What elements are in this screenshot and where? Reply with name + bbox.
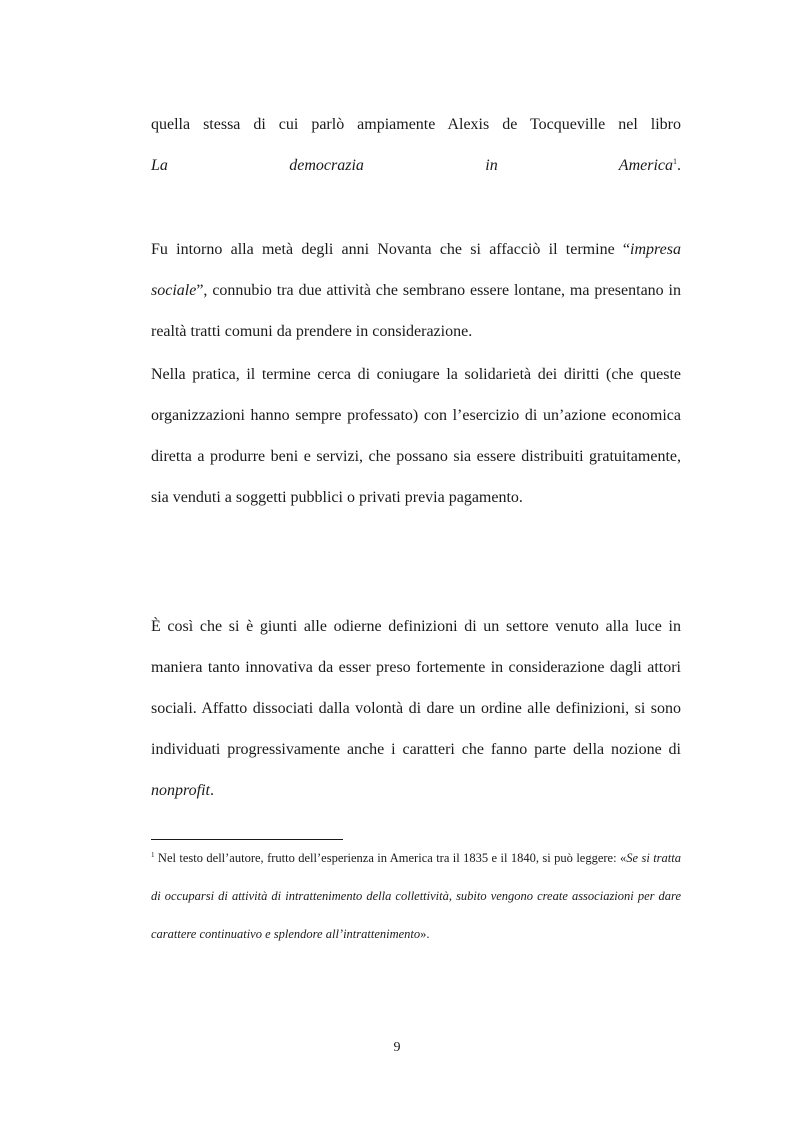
paragraph-3 [151,354,681,518]
paragraph-1-end: . [677,157,681,174]
paragraph-4 [151,606,681,811]
footnote [151,839,681,953]
footnote-end: ». [420,927,430,941]
footnote-reference[interactable]: 1 [673,157,677,166]
paragraph-4-end: . [209,782,214,799]
paragraph-2 [151,229,681,352]
footnote-text: Nel testo dell’autore, frutto dell’esperienza in America tra il 1835 e il 1840, si può leggere: « [154,851,627,865]
paragraph-4-text: È così che si è giunti alle odierne definizioni di un settore venuto alla luce in maniera tanto innovativa da esser preso fortemente in considerazione dagli attori sociali. Affatto dissociati dalla volontà di dare un ordine alle definizioni, si sono individuati progressivamente anche i caratteri che fanno parte della nozione di [151,618,681,758]
page-number: 9 [393,1040,401,1055]
paragraph-2-text-a: Fu intorno alla metà degli anni Novanta che si affacciò il termine “ [151,241,631,258]
paragraph-1-line-1: quella stessa di cui parlò ampiamente Alexis de Tocqueville nel libro [151,116,681,133]
footnote-quote: Se si tratta di occuparsi di attività di intrattenimento della collettività, subito vengono create associazioni per dare carattere continuativo e splendore all’intrattenimento [151,851,681,941]
term-nonprofit: nonprofit [151,782,210,799]
book-title: La democrazia in America [151,157,673,174]
term-impresa-sociale: impresa sociale [151,241,681,299]
paragraph-3-text: Nella pratica, il termine cerca di coniugare la solidarietà dei diritti (che queste organizzazioni hanno sempre professato) con l’esercizio di un’azione economica diretta a produrre beni e servizi, che possano sia essere distribuiti gratuitamente, sia venduti a soggetti pubblici o privati previa pagamento. [151,366,681,506]
paragraph-1 [151,104,681,186]
footnote-number: 1 [151,851,155,859]
paragraph-2-text-b: ”, connubio tra due attività che sembrano essere lontane, ma presentano in realtà tratti comuni da prendere in considerazione. [151,282,681,340]
